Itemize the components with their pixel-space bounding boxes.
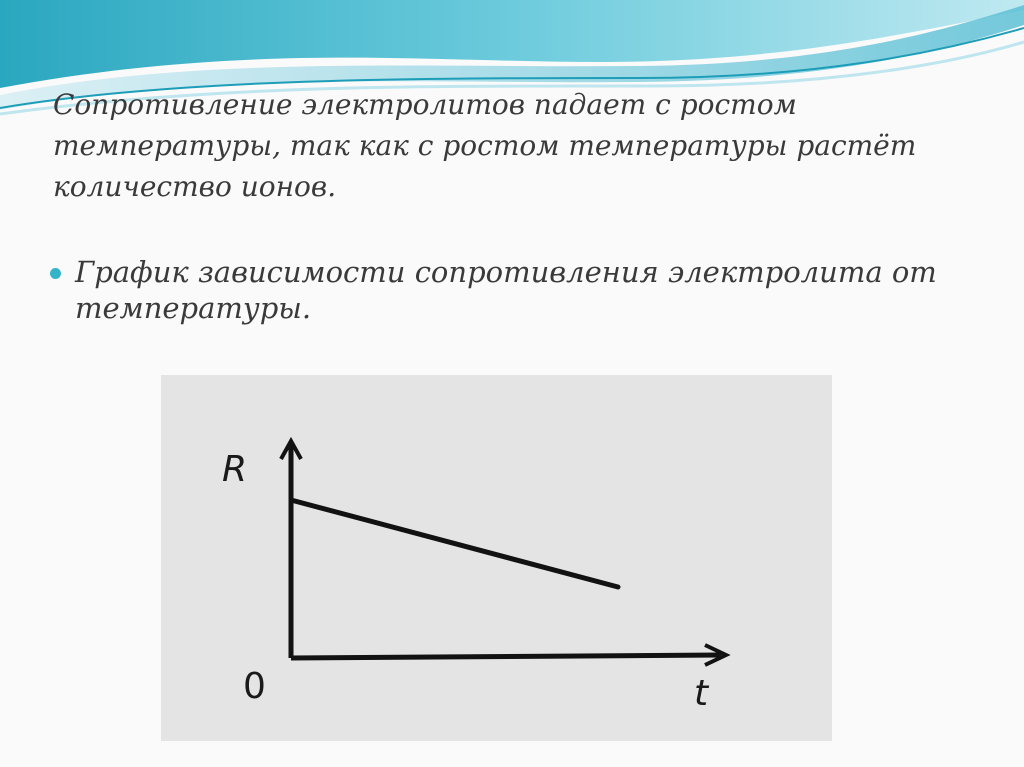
intro-paragraph: Сопротивление электролитов падает с ростом температуры, так как с ростом температуры растёт количество ионов.	[53, 88, 917, 203]
x-axis-label: t	[694, 673, 709, 714]
origin-label: 0	[243, 666, 266, 707]
y-axis-label: R	[222, 449, 248, 490]
bullet-text: График зависимости сопротивления электролита от температуры.	[75, 255, 937, 325]
resistance-temperature-graph	[161, 375, 832, 741]
x-axis	[291, 655, 721, 658]
bullet-dot-icon	[50, 268, 61, 279]
resistance-line	[291, 500, 618, 587]
